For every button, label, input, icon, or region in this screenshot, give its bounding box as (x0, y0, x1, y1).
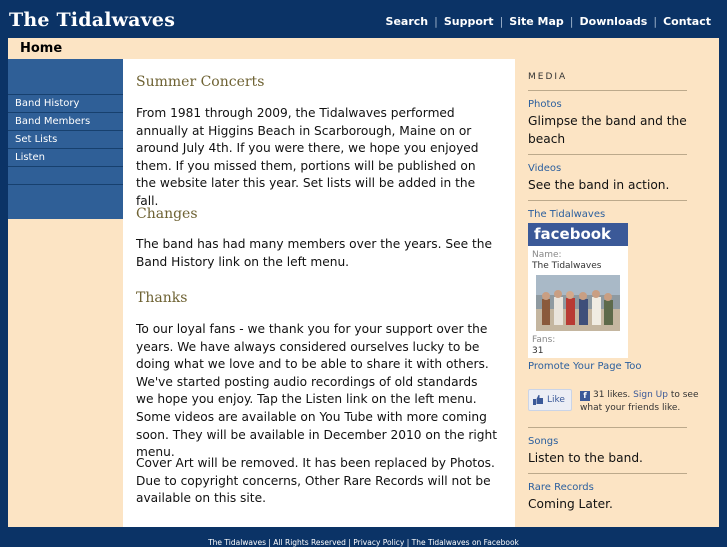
footer-rights: All Rights Reserved (273, 538, 346, 547)
divider (528, 154, 687, 155)
likes-summary (580, 389, 708, 415)
site-footer (0, 527, 727, 545)
nav-support[interactable]: Support (443, 15, 494, 28)
songs-description: Listen to the band. (528, 451, 643, 465)
nav-downloads[interactable]: Downloads (579, 15, 648, 28)
sidebar-footer-block (8, 185, 123, 219)
paragraph-cover-art: Cover Art will be removed. It has been replaced by Photos. Due to copyright concerns, Other Rare Records will not be available on this site. (136, 456, 495, 506)
nav-separator: | (653, 15, 658, 28)
nav-separator: | (434, 15, 438, 28)
videos-link[interactable]: Videos (528, 163, 562, 174)
facebook-name-value: The Tidalwaves (532, 261, 602, 271)
like-button[interactable] (528, 389, 572, 411)
likes-count: 31 likes. (593, 390, 631, 400)
facebook-f-icon: f (580, 391, 590, 401)
main-content (123, 59, 515, 527)
nav-separator: | (499, 15, 504, 28)
site-header (0, 0, 727, 38)
footer-privacy-link[interactable]: Privacy Policy (353, 538, 405, 547)
footer-site-name[interactable]: The Tidalwaves (208, 538, 266, 547)
left-sidebar (8, 59, 123, 527)
top-nav (380, 15, 717, 28)
photos-description: Glimpse the band and the beach (528, 114, 687, 146)
heading-changes: Changes (136, 206, 198, 222)
media-heading: MEDIA (528, 72, 568, 82)
promote-page-link[interactable]: Promote Your Page Too (528, 361, 642, 372)
sidebar-header-block (8, 59, 123, 95)
paragraph-thanks: To our loyal fans - we thank you for your support over the years. We have always considered ourselves lucky to be doing what we love and to be able to share it with others. We've started posting audio recordings of old standards we hope you enjoy. Tap the Listen link on the left menu. Some videos are available on You Tube with more coming soon. They will be available in December 2010 on the right menu. (136, 322, 497, 460)
facebook-fans-label: Fans: (532, 335, 556, 345)
nav-site-map[interactable]: Site Map (509, 15, 564, 28)
videos-description: See the band in action. (528, 178, 670, 192)
heading-thanks: Thanks (136, 290, 188, 306)
rare-records-description: Coming Later. (528, 497, 613, 511)
divider (528, 473, 687, 474)
breadcrumb-home[interactable]: Home (20, 41, 63, 56)
sidebar-item-band-history[interactable]: Band History (8, 95, 123, 113)
likes-rest: to see what your friends like. (580, 390, 699, 413)
nav-separator: | (569, 15, 574, 28)
nav-contact[interactable]: Contact (663, 15, 711, 28)
divider (528, 90, 687, 91)
sidebar-item-band-members[interactable]: Band Members (8, 113, 123, 131)
facebook-name-label: Name: (532, 250, 562, 260)
site-title[interactable]: The Tidalwaves (9, 9, 176, 31)
band-photo (536, 275, 620, 331)
rare-records-link[interactable]: Rare Records (528, 482, 594, 493)
sidebar-item-empty (8, 167, 123, 185)
paragraph-changes: The band has had many members over the years. See the Band History link on the left menu. (136, 237, 492, 269)
footer-links: The Tidalwaves | All Rights Reserved | Privacy Policy | The Tidalwaves on Facebook (208, 538, 519, 547)
songs-link[interactable]: Songs (528, 436, 559, 447)
like-button-label: Like (547, 395, 565, 405)
heading-summer-concerts: Summer Concerts (136, 74, 265, 90)
photos-link[interactable]: Photos (528, 99, 562, 110)
like-thumb-icon (533, 394, 544, 405)
breadcrumb-bar (8, 38, 719, 59)
facebook-badge[interactable] (528, 223, 628, 358)
divider (528, 200, 687, 201)
facebook-fans-value: 31 (532, 346, 544, 356)
facebook-logo-icon: facebook (528, 223, 628, 246)
facebook-like-widget (528, 389, 708, 423)
footer-facebook-link[interactable]: The Tidalwaves on Facebook (411, 538, 519, 547)
nav-search[interactable]: Search (385, 15, 429, 28)
facebook-page-title-link[interactable]: The Tidalwaves (528, 209, 606, 220)
sidebar-item-set-lists[interactable]: Set Lists (8, 131, 123, 149)
signup-link[interactable]: Sign Up (633, 390, 668, 400)
divider (528, 427, 687, 428)
sidebar-item-listen[interactable]: Listen (8, 149, 123, 167)
right-sidebar (515, 59, 719, 527)
paragraph-summer-concerts: From 1981 through 2009, the Tidalwaves performed annually at Higgins Beach in Scarborough, Maine on or around July 4th. If you were there, we hope you enjoyed them. If you missed them, portions will be published on the website later this year. Set lists will be added in the fall. (136, 106, 479, 208)
